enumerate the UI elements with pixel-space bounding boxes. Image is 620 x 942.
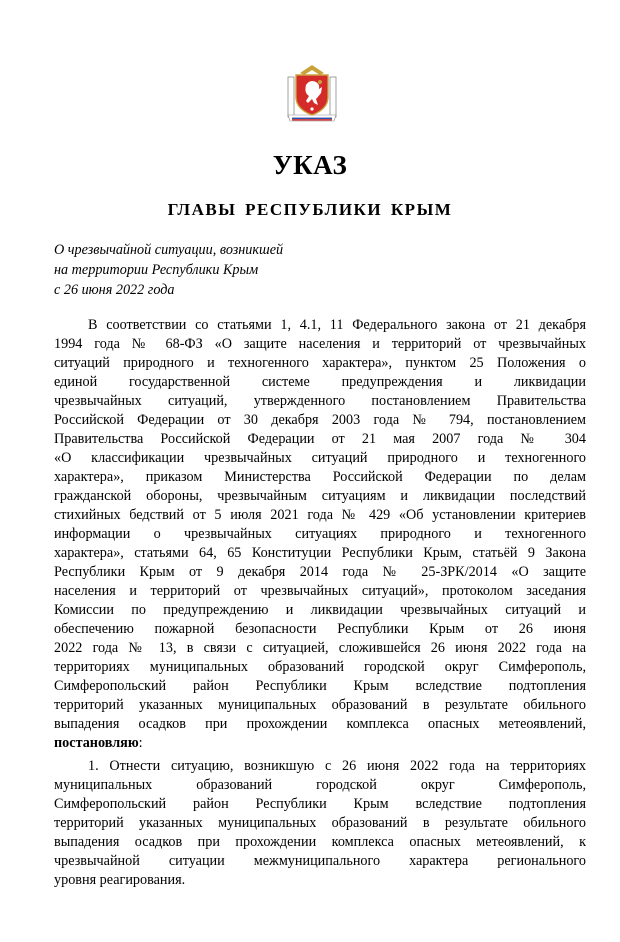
document-subtitle: ГЛАВЫ РЕСПУБЛИКИ КРЫМ [167,200,453,219]
paragraph-line: Комиссии по предупреждению и ликвидации чрезвычайных ситуаций и [54,602,586,618]
paragraph-line: территорий указанных муниципальных образований в результате обильного [54,815,586,831]
paragraph-line: 1994 года № 68-ФЗ «О защите населения и территорий от чрезвычайных [54,336,586,352]
paragraph-line: В соответствии со статьями 1, 4.1, 11 Федерального закона от 21 декабря [88,317,586,333]
subject-line: на территории Республики Крым [54,262,259,278]
preamble-paragraph [54,316,586,753]
paragraph-line: Российской Федерации от 30 декабря 2003 года № 794, постановлением [54,412,586,428]
document-subject [54,240,283,300]
paragraph-line: характера», статьями 64, 65 Конституции Республики Крым, статьёй 9 Закона [54,545,586,561]
paragraph-line: «О классификации чрезвычайных ситуаций природного и техногенного [54,450,586,466]
paragraph-line: выпадения осадков при прохождении комплекса опасных метеоявлений, к [54,834,586,850]
paragraph-line: 2022 года № 13, в связи с ситуацией, сложившейся 26 июня 2022 года на [54,640,586,656]
paragraph-line: ситуаций природного и техногенного характера», пунктом 25 Положения о [54,355,586,371]
paragraph-line: информации о чрезвычайных ситуациях природного и техногенного [54,526,586,542]
paragraph-line: чрезвычайных ситуаций, утвержденного постановлением Правительства [54,393,586,409]
paragraph-line: населения и территорий от чрезвычайных ситуаций», протоколом заседания [54,583,586,599]
paragraph-line: Правительства Российской Федерации от 21 мая 2007 года № 304 [54,431,586,447]
paragraph-line: Республики Крым от 9 декабря 2014 года № 25-ЗРК/2014 «О защите [54,564,586,580]
paragraph-line: 1. Отнести ситуацию, возникшую с 26 июня 2022 года на территориях [88,758,586,774]
paragraph-line: территориях муниципальных образований городской округ Симферополь, [54,659,586,675]
crimea-coat-of-arms-icon [286,63,338,125]
paragraph-line: чрезвычайной ситуации межмуниципального характера регионального [54,853,586,869]
subject-line: О чрезвычайной ситуации, возникшей [54,242,284,258]
paragraph-line: территорий указанных муниципальных образований в результате обильного [54,697,586,713]
paragraph-line: характера», приказом Министерства Российской Федерации по делам [54,469,586,485]
paragraph-line: гражданской обороны, чрезвычайным ситуациям и ликвидации последствий [54,488,586,504]
paragraph-line: уровня реагирования. [54,872,186,888]
paragraph-line: выпадения осадков при прохождении комплекса опасных метеоявлений, [54,716,586,732]
paragraph-line: единой государственной системе предупреждения и ликвидации [54,374,586,390]
subject-line: с 26 июня 2022 года [54,282,175,298]
paragraph-line: Симферопольский район Республики Крым вследствие подтопления [54,796,586,812]
document-title: УКАЗ [272,150,348,180]
paragraph-line: Симферопольский район Республики Крым вследствие подтопления [54,678,586,694]
paragraph-line: стихийных бедствий от 5 июля 2021 года № 429 «Об установлении критериев [54,507,586,523]
paragraph-line: муниципальных образований городской округ Симферополь, [54,777,586,793]
clause-1-paragraph [54,757,586,890]
decree-line [54,734,586,753]
paragraph-line: обеспечению пожарной безопасности Республики Крым от 26 июня [54,621,586,637]
decree-word: постановляю [54,735,139,751]
decree-colon: : [138,735,143,751]
